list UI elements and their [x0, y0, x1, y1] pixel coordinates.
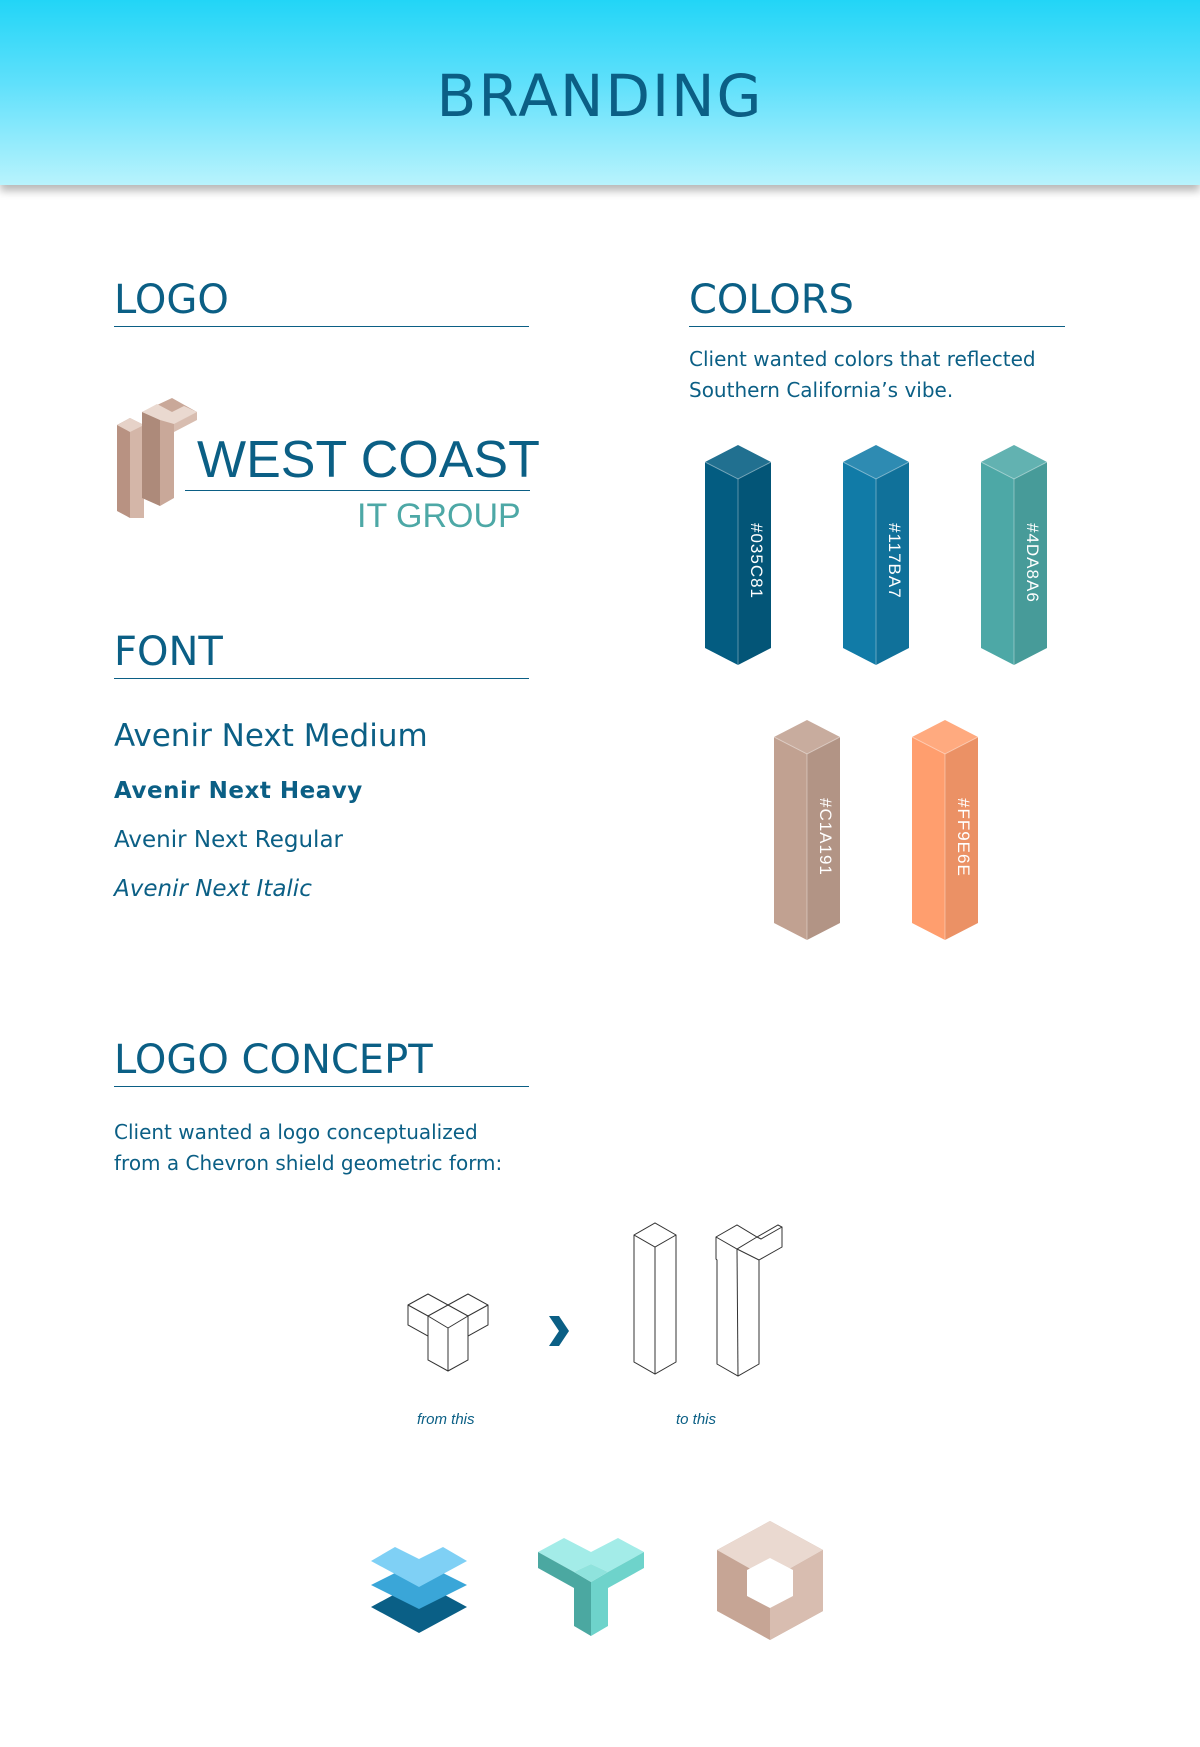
logo-concept-heading: LOGO CONCEPT: [114, 1038, 529, 1087]
colors-heading: COLORS: [689, 278, 1065, 327]
color-hex-label: #035C81: [747, 523, 766, 600]
color-swatch: [704, 445, 772, 665]
color-hex-label: #4DA8A6: [1023, 523, 1042, 603]
font-sample-heavy: Avenir Next Heavy: [114, 778, 363, 804]
color-swatch: [842, 445, 910, 665]
chevron-right-icon: [547, 1313, 571, 1349]
pillar-left-face: [843, 462, 876, 665]
pillar-left-face: [705, 462, 738, 665]
color-swatch: [773, 720, 841, 940]
logo-wordmark-title: WEST COAST: [197, 431, 540, 489]
font-sample-regular: Avenir Next Regular: [114, 827, 343, 853]
logo-heading: LOGO: [114, 278, 529, 327]
layered-chevron-icon: [369, 1537, 469, 1637]
from-this-caption: from this: [417, 1411, 475, 1428]
tan-hexagon-ring-icon: [715, 1518, 825, 1643]
pillar-left-face: [981, 462, 1014, 665]
chevron-y-outline-icon: [406, 1285, 496, 1375]
teal-y-block-icon: [536, 1530, 646, 1640]
logo-wordmark-rule: [185, 490, 530, 491]
font-sample-medium: Avenir Next Medium: [114, 718, 428, 754]
pillar-left-face: [912, 737, 945, 940]
color-swatch: [980, 445, 1048, 665]
company-logo-mark: [112, 390, 202, 525]
to-this-caption: to this: [676, 1411, 717, 1428]
color-hex-label: #C1A191: [816, 798, 835, 876]
logo-wordmark-subtitle: IT GROUP: [357, 497, 521, 535]
page-title: BRANDING: [436, 62, 764, 130]
color-hex-label: #117BA7: [885, 523, 904, 599]
header-banner: [0, 0, 1200, 185]
font-sample-italic: Avenir Next Italic: [114, 876, 312, 902]
it-pillars-outline-icon: [631, 1215, 791, 1385]
color-swatch: [911, 720, 979, 940]
pillar-left-face: [774, 737, 807, 940]
concept-description-line-1: Client wanted a logo conceptualized: [114, 1120, 478, 1144]
colors-description-line-2: Southern California’s vibe.: [689, 378, 954, 402]
color-hex-label: #FF9E6E: [954, 798, 973, 877]
colors-description-line-1: Client wanted colors that reflected: [689, 347, 1036, 371]
font-heading: FONT: [114, 630, 529, 679]
concept-description-line-2: from a Chevron shield geometric form:: [114, 1151, 503, 1175]
